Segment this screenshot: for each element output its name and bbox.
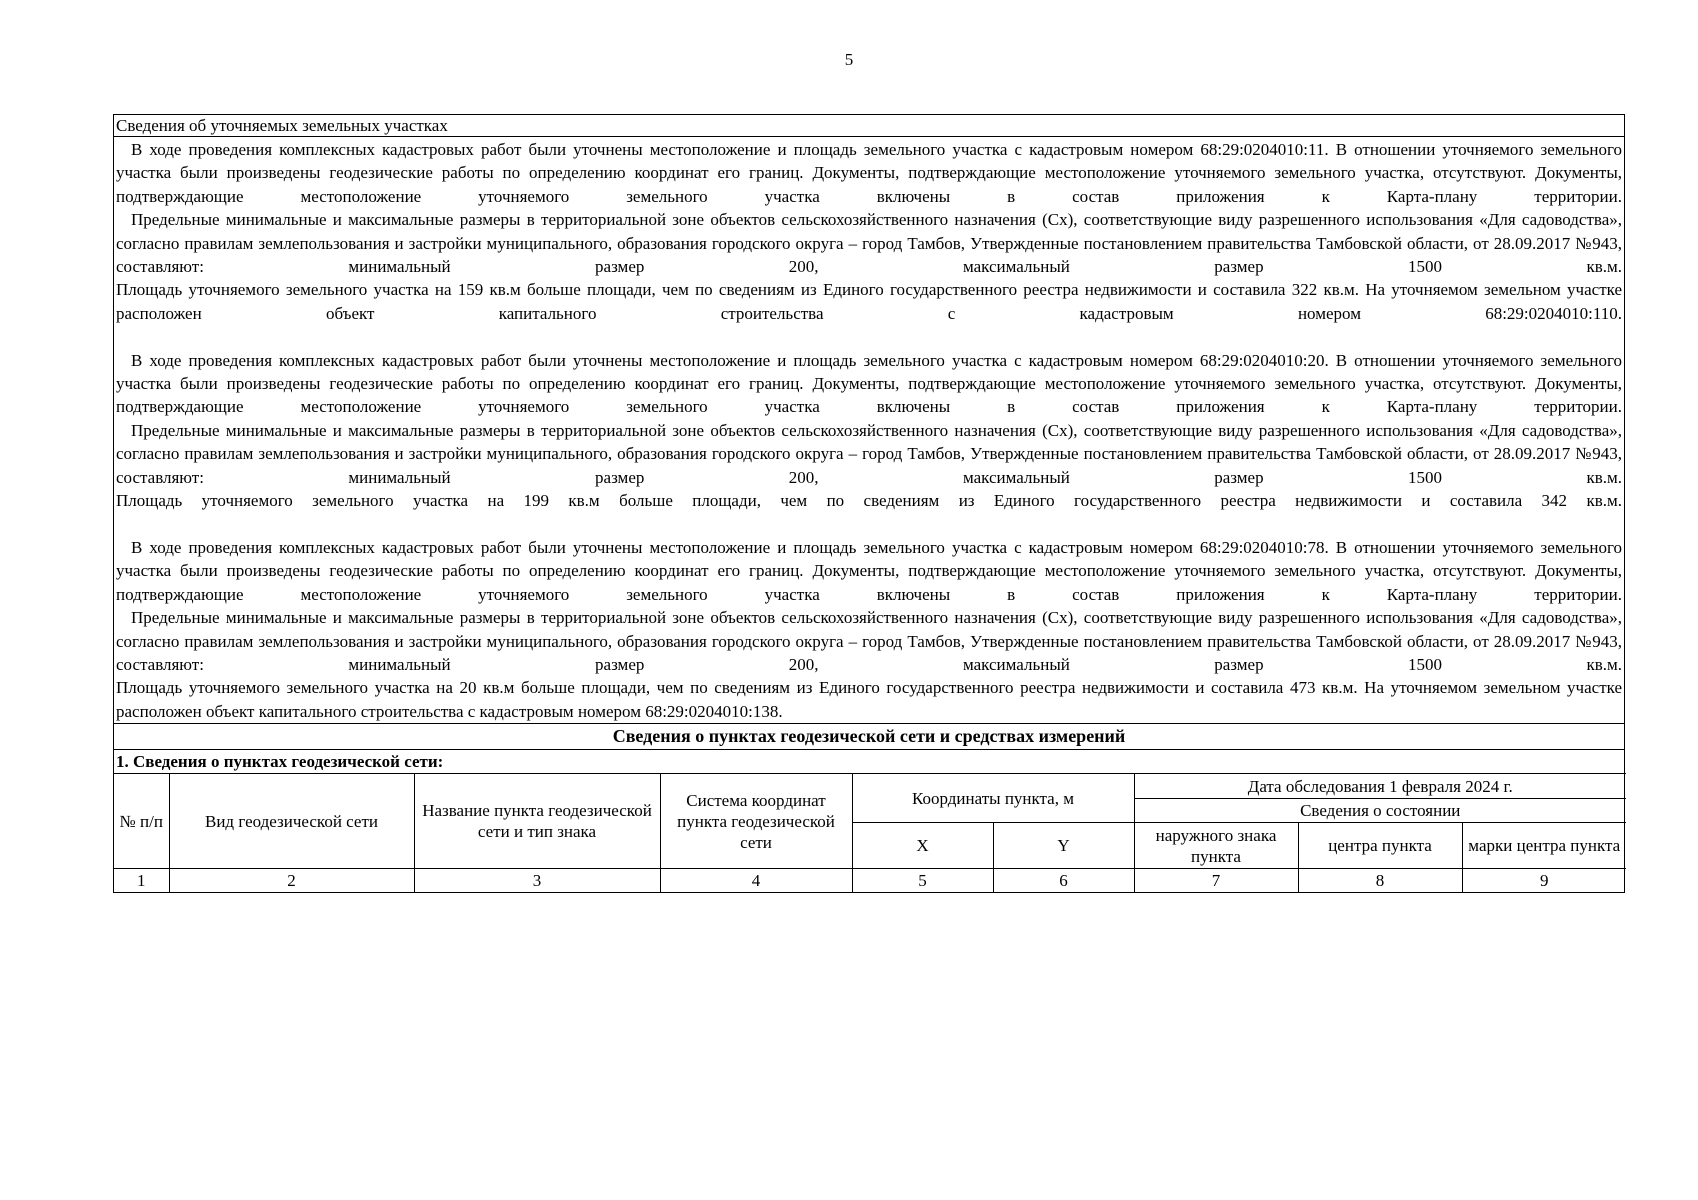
parcel-paragraph: В ходе проведения комплексных кадастровых работ были уточнены местоположение и площадь земельного участка с кадастровым номером 68:29:0204010:11. В отношении уточняемого земельного участка были произведены геодезические работы по определению координат его границ. Документы, подтверждающие местоположение уточняемого земельного участка, отсутствуют. Документы, подтверждающие местоположение уточняемого земельного участка включены в состав приложения к Карта-плану территории. <box>116 140 1622 206</box>
parcel-paragraph: Предельные минимальные и максимальные размеры в территориальной зоне объектов сельскохозяйственного назначения (Сх), соответствующие виду разрешенного использования «Для садоводства», согласно правилам землепользования и застройки муниципального, образования городского округа – город Тамбов, Утвержденные постановлением правительства Тамбовской области, от 28.09.2017 №943, составляют: минимальный размер 200, максимальный размер 1500 кв.м. <box>116 420 1622 487</box>
header-center-mark: марки центра пункта <box>1462 823 1626 869</box>
page-number: 5 <box>844 50 854 69</box>
numbering-cell: 4 <box>660 869 852 892</box>
parcel-paragraph: Предельные минимальные и максимальные размеры в территориальной зоне объектов сельскохозяйственного назначения (Сх), соответствующие виду разрешенного использования «Для садоводства», согласно правилам землепользования и застройки муниципального, образования городского округа – город Тамбов, Утвержденные постановлением правительства Тамбовской области, от 28.09.2017 №943, составляют: минимальный размер 200, максимальный размер 1500 кв.м. <box>116 210 1622 277</box>
header-coordinate-system: Система координат пункта геодезической сети <box>660 774 852 869</box>
geodesy-table <box>114 773 1626 892</box>
header-coordinates: Координаты пункта, м <box>852 774 1134 823</box>
geodesy-subtitle: 1. Сведения о пунктах геодезической сети: <box>114 749 1624 773</box>
header-network-type: Вид геодезической сети <box>169 774 414 869</box>
numbering-cell: 7 <box>1134 869 1298 892</box>
section-header: Сведения об уточняемых земельных участках <box>114 115 1624 137</box>
parcel-block <box>116 138 1622 325</box>
numbering-cell: 2 <box>169 869 414 892</box>
parcel-spacer <box>116 512 1622 535</box>
parcel-paragraph: В ходе проведения комплексных кадастровых работ были уточнены местоположение и площадь земельного участка с кадастровым номером 68:29:0204010:78. В отношении уточняемого земельного участка были произведены геодезические работы по определению координат его границ. Документы, подтверждающие местоположение уточняемого земельного участка, отсутствуют. Документы, подтверждающие местоположение уточняемого земельного участка включены в состав приложения к Карта-плану территории. <box>116 537 1622 604</box>
numbering-cell: 9 <box>1462 869 1626 892</box>
numbering-cell: 3 <box>414 869 660 892</box>
document-frame <box>113 114 1625 893</box>
header-survey-date: Дата обследования 1 февраля 2024 г. <box>1134 774 1626 799</box>
header-x: X <box>852 823 993 869</box>
numbering-cell: 5 <box>852 869 993 892</box>
header-point-name: Название пункта геодезической сети и тип знака <box>414 774 660 869</box>
parcel-spacer <box>116 325 1622 348</box>
parcel-paragraph: Предельные минимальные и максимальные размеры в территориальной зоне объектов сельскохозяйственного назначения (Сх), соответствующие виду разрешенного использования «Для садоводства», согласно правилам землепользования и застройки муниципального, образования городского округа – город Тамбов, Утвержденные постановлением правительства Тамбовской области, от 28.09.2017 №943, составляют: минимальный размер 200, максимальный размер 1500 кв.м. <box>116 608 1622 674</box>
parcels-body <box>114 137 1624 723</box>
parcel-paragraph: Площадь уточняемого земельного участка на 199 кв.м больше площади, чем по сведениям из Единого государственного реестра недвижимости и составила 342 кв.м. <box>116 491 1622 511</box>
parcel-paragraph: Площадь уточняемого земельного участка на 20 кв.м больше площади, чем по сведениям из Единого государственного реестра недвижимости и составила 473 кв.м. На уточняемом земельном участке расположен объект капитального строительства с кадастровым номером 68:29:0204010:138. <box>116 678 1622 721</box>
header-y: Y <box>993 823 1134 869</box>
header-center: центра пункта <box>1298 823 1462 869</box>
header-outer-sign: наружного знака пункта <box>1134 823 1298 869</box>
numbering-cell: 1 <box>114 869 169 892</box>
parcel-paragraph: В ходе проведения комплексных кадастровых работ были уточнены местоположение и площадь земельного участка с кадастровым номером 68:29:0204010:20. В отношении уточняемого земельного участка были произведены геодезические работы по определению координат его границ. Документы, подтверждающие местоположение уточняемого земельного участка, отсутствуют. Документы, подтверждающие местоположение уточняемого земельного участка включены в состав приложения к Карта-плану территории. <box>116 350 1622 417</box>
header-state: Сведения о состоянии <box>1134 799 1626 823</box>
parcel-paragraph: Площадь уточняемого земельного участка на 159 кв.м больше площади, чем по сведениям из Единого государственного реестра недвижимости и составила 322 кв.м. На уточняемом земельном участке расположен объект капитального строительства с кадастровым номером 68:29:0204010:110. <box>116 280 1622 323</box>
header-number: № п/п <box>114 774 169 869</box>
numbering-cell: 8 <box>1298 869 1462 892</box>
parcel-block <box>116 349 1622 513</box>
geodesy-title: Сведения о пунктах геодезической сети и средствах измерений <box>114 723 1624 749</box>
numbering-cell: 6 <box>993 869 1134 892</box>
parcel-block <box>116 536 1622 723</box>
